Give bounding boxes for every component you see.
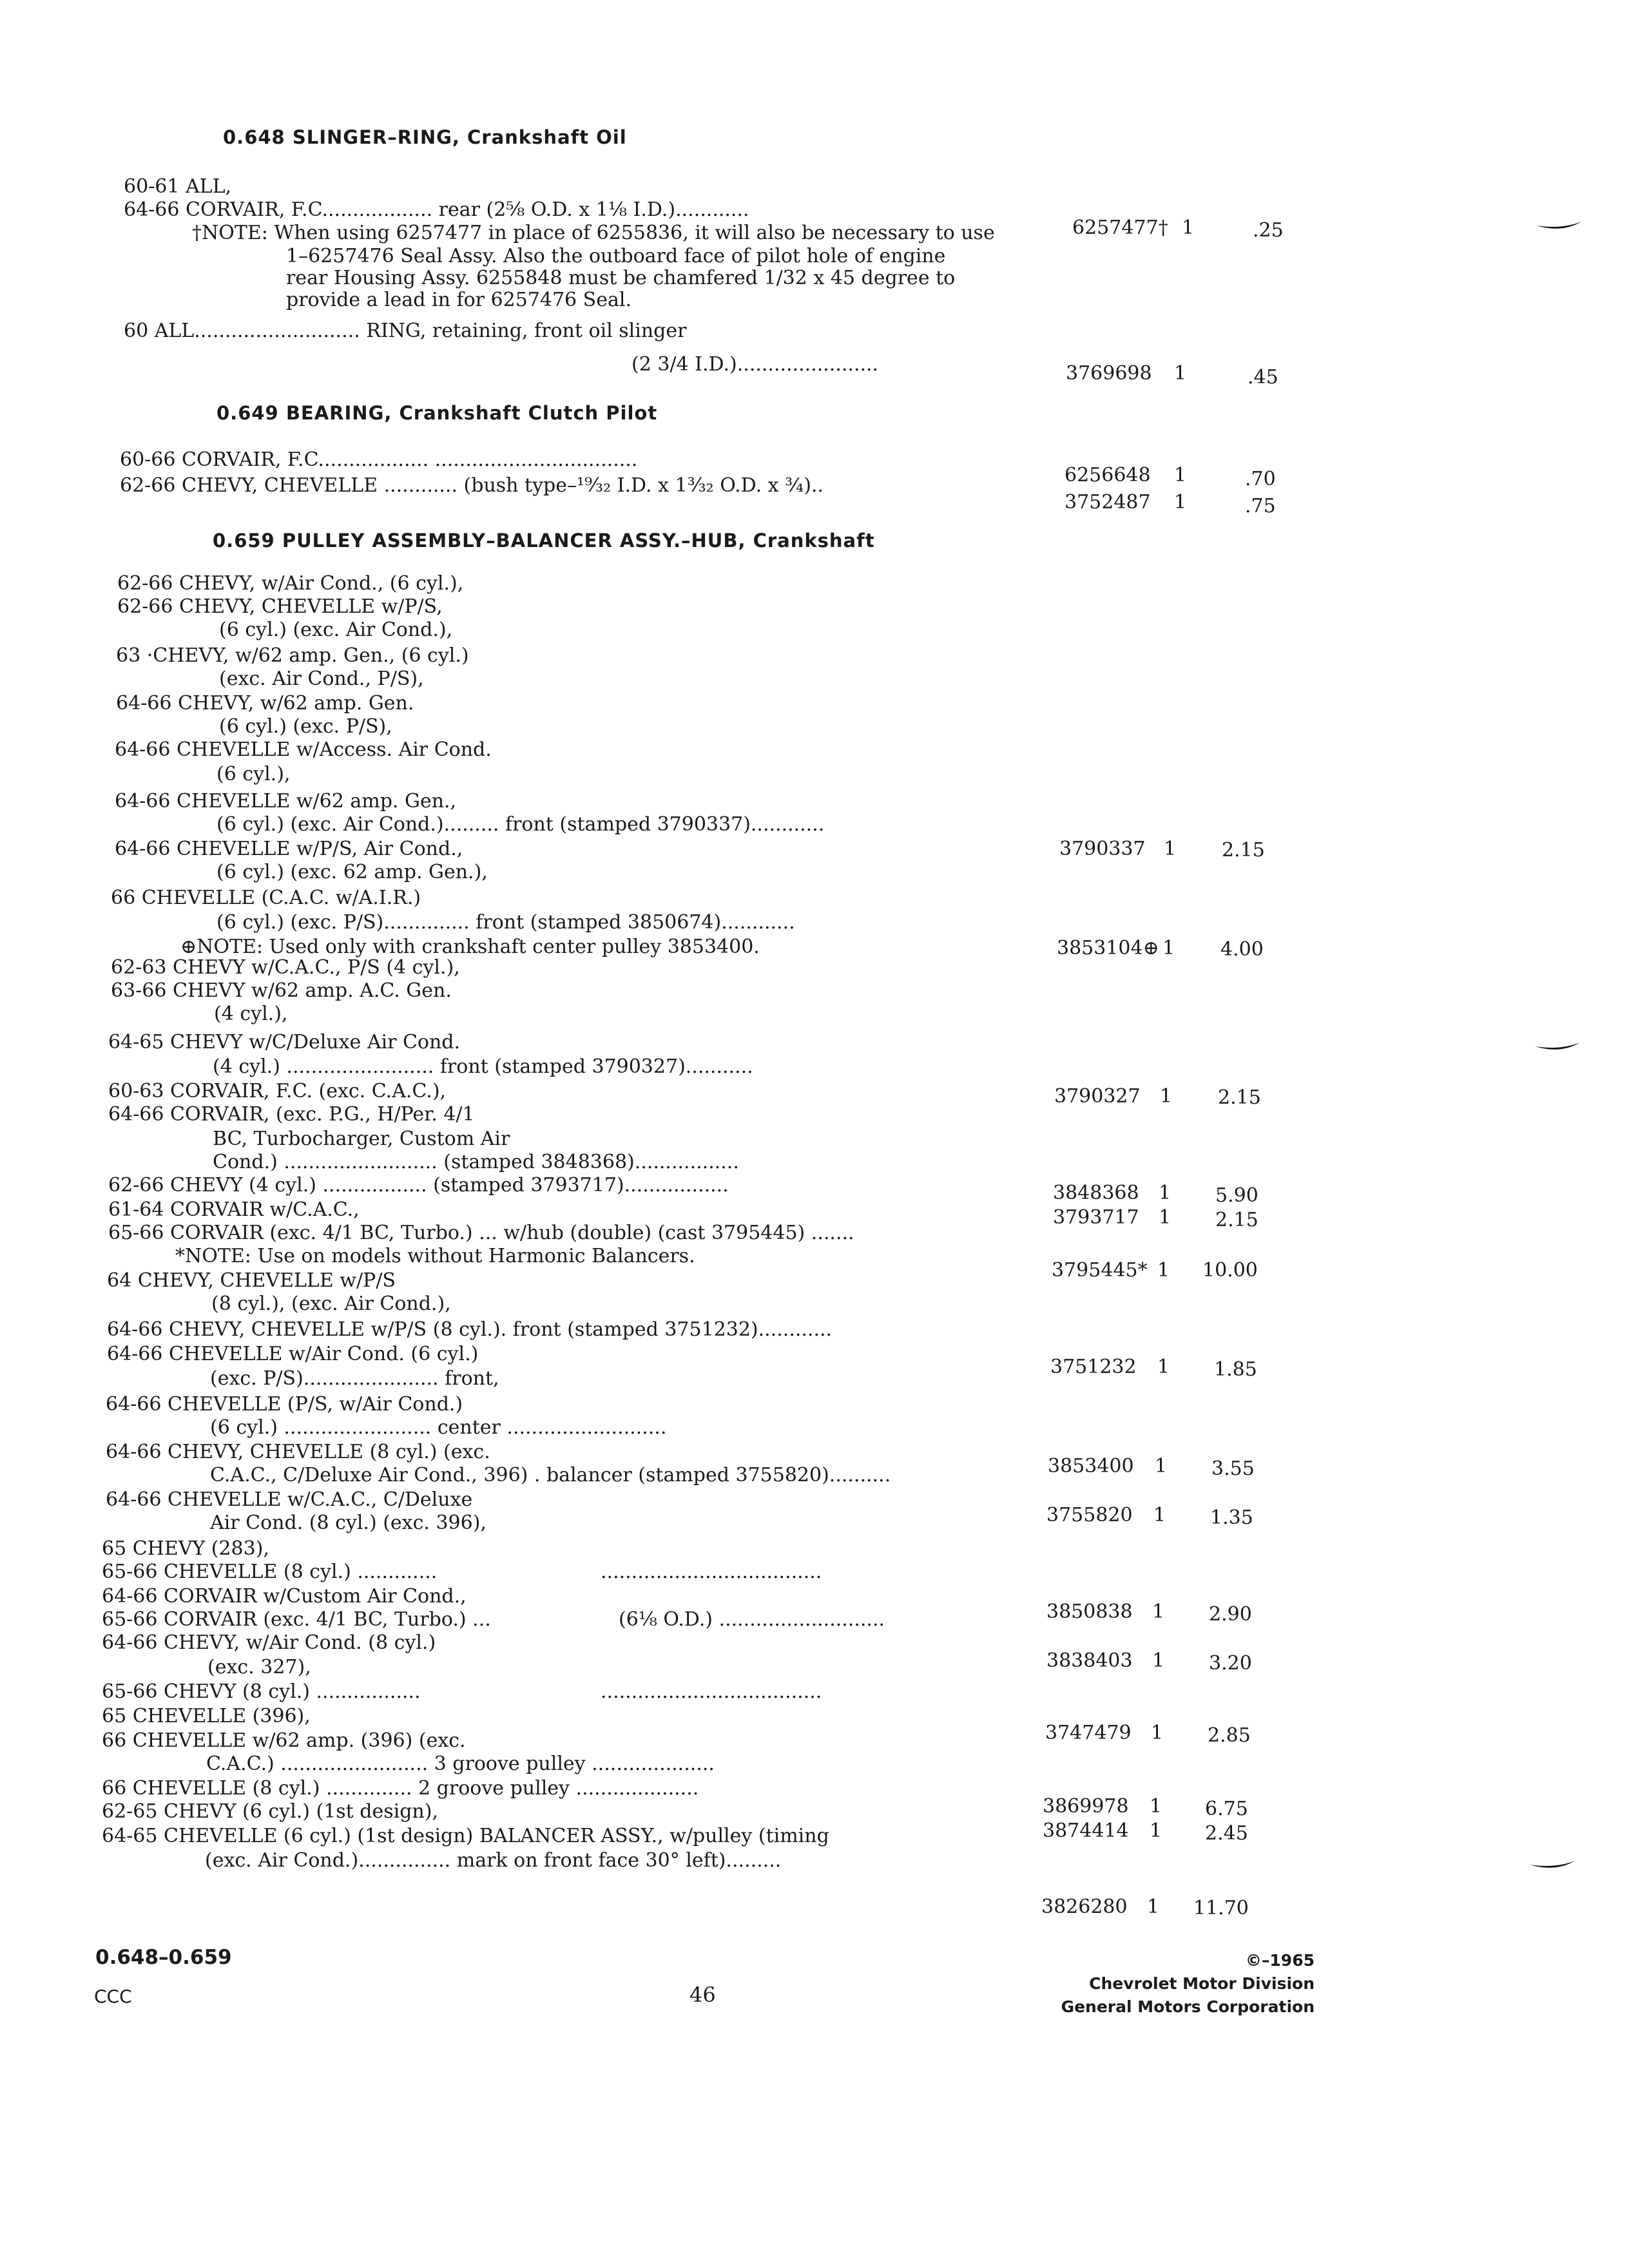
- cost: 2.85: [1208, 1724, 1251, 1747]
- cost: 2.15: [1215, 1209, 1258, 1231]
- line-41: (8 cyl.), (exc. Air Cond.),: [211, 1293, 451, 1315]
- line-63: 64-65 CHEVELLE (6 cyl.) (1st design) BALANCER ASSY., w/pulley (timing: [102, 1825, 829, 1847]
- qty: 1: [1152, 1649, 1165, 1672]
- line-62: 62-65 CHEVY (6 cyl.) (1st design),: [102, 1800, 438, 1823]
- line-53: 64-66 CORVAIR w/Custom Air Cond.,: [102, 1585, 467, 1608]
- line-21: (6 cyl.) (exc. Air Cond.)......... front (stamped 3790337)............: [217, 813, 825, 836]
- line-30: 64-65 CHEVY w/C/Deluxe Air Cond.: [108, 1031, 461, 1053]
- cost: 6.75: [1205, 1798, 1248, 1820]
- line-13: (6 cyl.) (exc. Air Cond.),: [219, 619, 453, 641]
- cost: .25: [1253, 219, 1284, 242]
- line-38: 65-66 CORVAIR (exc. 4/1 BC, Turbo.) ... w/hub (double) (cast 3795445) .......: [108, 1222, 854, 1244]
- cost: .45: [1248, 366, 1278, 389]
- part-number: 3838403: [1046, 1649, 1133, 1672]
- cost: 11.70: [1193, 1897, 1249, 1919]
- line-66: (6⅛ O.D.) ...........................: [619, 1608, 885, 1631]
- cost: 5.90: [1215, 1184, 1258, 1207]
- cost: 3.20: [1209, 1652, 1252, 1675]
- line-15: (exc. Air Cond., P/S),: [219, 668, 424, 690]
- cost: 2.45: [1205, 1822, 1248, 1845]
- line-60: C.A.C.) ........................ 3 groove pulley ....................: [206, 1753, 715, 1775]
- qty: 1: [1162, 937, 1175, 959]
- line-8: (2 3/4 I.D.).......................: [631, 353, 879, 376]
- line-40: 64 CHEVY, CHEVELLE w/P/S: [107, 1269, 396, 1292]
- line-64: (exc. Air Cond.)............... mark on front face 30° left).........: [205, 1849, 782, 1872]
- line-51: 65 CHEVY (283),: [102, 1537, 269, 1560]
- line-16: 64-66 CHEVY, w/62 amp. Gen.: [116, 692, 414, 715]
- cost: 4.00: [1220, 938, 1264, 961]
- line-12: 62-66 CHEVY, CHEVELLE w/P/S,: [117, 595, 443, 618]
- section-header-0649: 0.649 BEARING, Crankshaft Clutch Pilot: [217, 402, 658, 424]
- cost: 1.35: [1210, 1506, 1253, 1529]
- qty: 1: [1164, 838, 1177, 860]
- footer-range: 0.648–0.659: [95, 1946, 232, 1969]
- qty: 1: [1152, 1600, 1165, 1623]
- line-18: 64-66 CHEVELLE w/Access. Air Cond.: [115, 738, 492, 761]
- line-27: 62-63 CHEVY w/C.A.C., P/S (4 cyl.),: [111, 956, 460, 979]
- binder-mark: [1530, 1861, 1575, 1874]
- line-43: 64-66 CHEVELLE w/Air Cond. (6 cyl.): [107, 1343, 479, 1365]
- part-number: 3795445*: [1052, 1259, 1148, 1282]
- line-37: 61-64 CORVAIR w/C.A.C.,: [108, 1198, 360, 1221]
- cost: 1.85: [1214, 1358, 1257, 1381]
- cost: 2.15: [1218, 1086, 1261, 1109]
- line-48: C.A.C., C/Deluxe Air Cond., 396) . balancer (stamped 3755820)..........: [210, 1464, 891, 1486]
- line-57: 65-66 CHEVY (8 cyl.) .................: [102, 1680, 421, 1703]
- line-49: 64-66 CHEVELLE w/C.A.C., C/Deluxe: [106, 1488, 473, 1511]
- section-header-0648: 0.648 SLINGER–RING, Crankshaft Oil: [223, 126, 627, 148]
- line-24: 66 CHEVELLE (C.A.C. w/A.I.R.): [111, 887, 421, 909]
- line-56: (exc. 327),: [207, 1656, 311, 1678]
- line-58: 65 CHEVELLE (396),: [102, 1705, 311, 1727]
- line-52: 65-66 CHEVELLE (8 cyl.) .............: [102, 1561, 438, 1583]
- qty: 1: [1147, 1896, 1160, 1918]
- section-header-0659: 0.659 PULLEY ASSEMBLY–BALANCER ASSY.–HUB, Crankshaft: [213, 530, 875, 552]
- line-32: 60-63 CORVAIR, F.C. (exc. C.A.C.),: [108, 1080, 447, 1102]
- line-47: 64-66 CHEVY, CHEVELLE (8 cyl.) (exc.: [106, 1441, 490, 1463]
- note-line-1: †NOTE: When using 6257477 in place of 6255836, it will also be necessary to use: [192, 222, 995, 244]
- cost: 2.90: [1209, 1603, 1252, 1626]
- cost: .70: [1245, 468, 1276, 490]
- qty: 1: [1150, 1820, 1162, 1842]
- line-35: Cond.) ......................... (stamped 3848368).................: [213, 1151, 739, 1173]
- qty: 1: [1174, 362, 1187, 385]
- footer-corporation: General Motors Corporation: [1061, 1997, 1315, 2016]
- footer-copyright: ©–1965: [1245, 1951, 1315, 1970]
- qty: 1: [1174, 464, 1187, 486]
- line-67: ....................................: [601, 1680, 822, 1703]
- part-number: 3848368: [1053, 1182, 1139, 1204]
- qty: 1: [1157, 1259, 1170, 1282]
- part-number: 3853104⊕: [1057, 937, 1159, 959]
- line-55: 64-66 CHEVY, w/Air Cond. (8 cyl.): [102, 1631, 436, 1654]
- qty: 1: [1153, 1504, 1166, 1526]
- part-number: 3752487: [1065, 491, 1151, 514]
- line-61: 66 CHEVELLE (8 cyl.) .............. 2 groove pulley ....................: [102, 1777, 699, 1800]
- part-number: 3747479: [1045, 1722, 1132, 1744]
- qty: 1: [1151, 1722, 1164, 1744]
- note-harmonic: *NOTE: Use on models without Harmonic Balancers.: [175, 1245, 695, 1267]
- footer-code: CCC: [94, 1986, 132, 2007]
- cost: .75: [1245, 495, 1276, 517]
- part-number: 6256648: [1065, 464, 1151, 486]
- line-46: (6 cyl.) ........................ center ..........................: [210, 1416, 667, 1439]
- note-line-2: 1–6257476 Seal Assy. Also the outboard face of pilot hole of engine: [286, 245, 946, 267]
- footer-division: Chevrolet Motor Division: [1089, 1974, 1315, 1993]
- line-14: 63 ·CHEVY, w/62 amp. Gen., (6 cyl.): [116, 644, 469, 667]
- part-number: 3790327: [1054, 1085, 1141, 1108]
- part-number: 3751232: [1050, 1356, 1137, 1378]
- line-7: 60 ALL........................... RING, retaining, front oil slinger: [124, 320, 687, 342]
- line-28: 63-66 CHEVY w/62 amp. A.C. Gen.: [111, 979, 452, 1002]
- qty: 1: [1159, 1182, 1171, 1204]
- part-number: 3769698: [1066, 362, 1152, 385]
- line-34: BC, Turbocharger, Custom Air: [213, 1128, 510, 1150]
- line-11: 62-66 CHEVY, w/Air Cond., (6 cyl.),: [117, 572, 464, 595]
- line-33: 64-66 CORVAIR, (exc. P.G., H/Per. 4/1: [108, 1103, 475, 1126]
- line-54: 65-66 CORVAIR (exc. 4/1 BC, Turbo.) ...: [102, 1608, 491, 1631]
- line-23: (6 cyl.) (exc. 62 amp. Gen.),: [217, 861, 488, 883]
- part-number: 3793717: [1053, 1206, 1139, 1229]
- line-31: (4 cyl.) ........................ front (stamped 3790327)...........: [213, 1055, 753, 1078]
- part-number: 6257477†: [1072, 216, 1168, 239]
- line-9: 60-66 CORVAIR, F.C.................. .................................: [120, 448, 638, 471]
- line-25: (6 cyl.) (exc. P/S).............. front (stamped 3850674)............: [217, 911, 795, 934]
- part-number: 3869978: [1043, 1795, 1129, 1818]
- line-50: Air Cond. (8 cyl.) (exc. 396),: [210, 1512, 487, 1534]
- line-36: 62-66 CHEVY (4 cyl.) ................. (stamped 3793717).................: [108, 1174, 729, 1196]
- line-44: (exc. P/S)...................... front,: [210, 1367, 499, 1390]
- line-17: (6 cyl.) (exc. P/S),: [219, 715, 392, 738]
- cost: 10.00: [1202, 1259, 1258, 1282]
- line-1: 60-61 ALL,: [124, 175, 232, 198]
- line-10: 62-66 CHEVY, CHEVELLE ............ (bush type–¹⁹⁄₃₂ I.D. x 1³⁄₃₂ O.D. x ¾)..: [120, 474, 824, 497]
- qty: 1: [1182, 216, 1195, 239]
- qty: 1: [1150, 1795, 1162, 1818]
- line-59: 66 CHEVELLE w/62 amp. (396) (exc.: [102, 1729, 466, 1752]
- part-number: 3826280: [1041, 1896, 1128, 1918]
- part-number: 3850838: [1046, 1600, 1133, 1623]
- cost: 2.15: [1222, 839, 1265, 861]
- qty: 1: [1157, 1356, 1170, 1378]
- part-number: 3853400: [1048, 1455, 1134, 1477]
- page-number: 46: [689, 1983, 716, 2007]
- line-22: 64-66 CHEVELLE w/P/S, Air Cond.,: [115, 838, 463, 860]
- cost: 3.55: [1211, 1457, 1255, 1480]
- binder-mark: [1536, 222, 1581, 235]
- part-number: 3790337: [1059, 838, 1146, 860]
- qty: 1: [1159, 1206, 1171, 1229]
- qty: 1: [1160, 1085, 1173, 1108]
- part-number: 3755820: [1046, 1504, 1133, 1526]
- line-19: (6 cyl.),: [217, 763, 291, 785]
- qty: 1: [1174, 491, 1187, 514]
- line-29: (4 cyl.),: [214, 1003, 288, 1025]
- line-20: 64-66 CHEVELLE w/62 amp. Gen.,: [115, 790, 457, 812]
- note-line-3: rear Housing Assy. 6255848 must be chamfered 1/32 x 45 degree to: [286, 267, 956, 289]
- line-45: 64-66 CHEVELLE (P/S, w/Air Cond.): [106, 1393, 463, 1416]
- line-2: 64-66 CORVAIR, F.C.................. rear (2⅝ O.D. x 1⅛ I.D.)............: [124, 198, 749, 221]
- qty: 1: [1155, 1455, 1168, 1477]
- binder-mark: [1535, 1043, 1580, 1055]
- line-65: ....................................: [601, 1561, 822, 1583]
- note-line-4: provide a lead in for 6257476 Seal.: [286, 289, 632, 311]
- note-crankshaft: ⊕NOTE: Used only with crankshaft center pulley 3853400.: [180, 936, 760, 958]
- part-number: 3874414: [1043, 1820, 1129, 1842]
- line-42: 64-66 CHEVY, CHEVELLE w/P/S (8 cyl.). front (stamped 3751232)............: [107, 1318, 833, 1341]
